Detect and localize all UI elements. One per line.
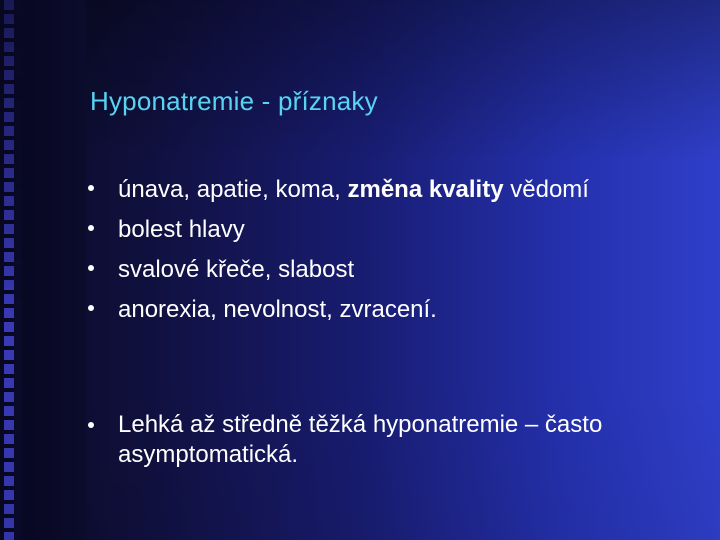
bullet-item-unava xyxy=(86,170,706,210)
bullet-item-note xyxy=(86,410,706,470)
bullet-dot-icon xyxy=(88,225,94,231)
bullet-dot-icon xyxy=(88,305,94,311)
bullet-dot-icon xyxy=(88,265,94,271)
note-line-2: asymptomatická. xyxy=(118,441,299,468)
bullet-text: bolest hlavy xyxy=(118,216,245,243)
bullet-text: anorexia, nevolnost, zvracení. xyxy=(118,296,437,323)
bullet-item-svalove-krece xyxy=(86,250,706,290)
bullet-dot-icon xyxy=(88,422,94,428)
bullet-text-bold: změna kvality xyxy=(347,176,504,203)
bullet-list xyxy=(86,170,706,470)
bullet-item-anorexia xyxy=(86,290,706,330)
bullet-dot-icon xyxy=(88,185,94,191)
bullet-text-part: únava, apatie, koma, xyxy=(118,176,348,203)
bullet-text-part: vědomí xyxy=(503,176,589,203)
left-decorative-strip xyxy=(0,0,86,540)
bullet-item-bolest-hlavy xyxy=(86,210,706,250)
slide-title: Hyponatremie - příznaky xyxy=(90,86,378,116)
square-pattern-decoration xyxy=(4,0,22,540)
bullet-text: svalové křeče, slabost xyxy=(118,256,355,283)
note-line-1: Lehká až středně těžká hyponatremie – často xyxy=(118,411,603,438)
